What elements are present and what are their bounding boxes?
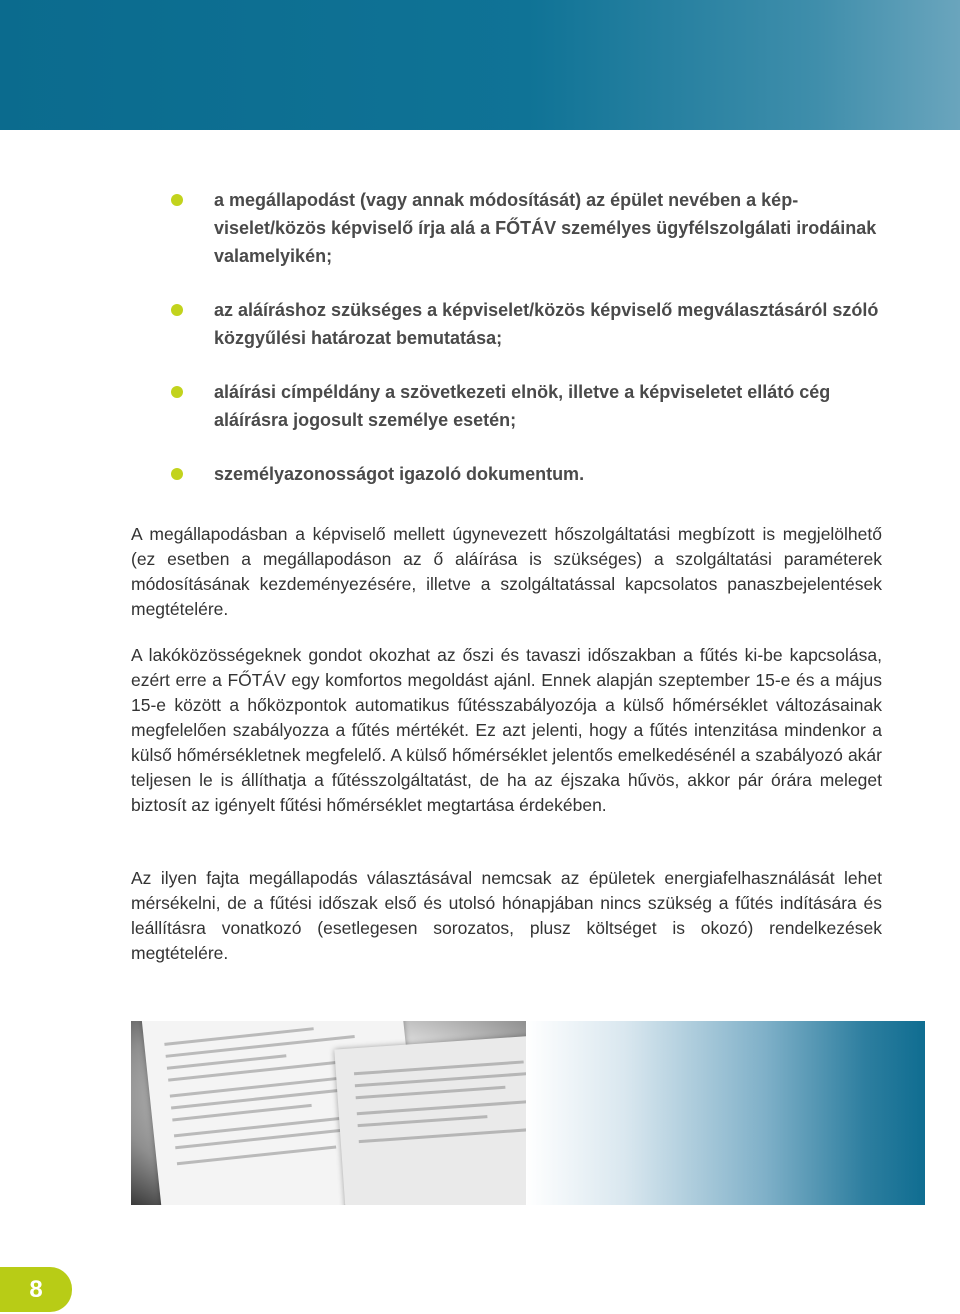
list-item-text: személyazonosságot igazoló dokumentum. bbox=[214, 464, 585, 484]
page-number: 8 bbox=[0, 1267, 72, 1312]
paragraph-representative: A megállapodásban a képviselő mellett úgynevezett hőszolgáltatási megbízott is megjelölhető (ez esetben a megállapodáson az ő aláírása is szükséges) a szolgáltatási paraméterek módosításának kezdeményezésére, illetve a szolgáltatással kapcsolatos panaszbejelentések megtételére. bbox=[131, 524, 882, 619]
top-banner bbox=[0, 0, 960, 130]
list-item-text: aláírási címpéldány a szövetkezeti elnök, illetve a képviseletet ellátó cég aláírásra jogosult személye esetén; bbox=[214, 382, 831, 430]
bullet-dot-icon bbox=[171, 468, 183, 480]
list-item-text: az aláíráshoz szükséges a képviselet/közös képviselő megválasztásáról szóló közgyűlési határozat bemutatása; bbox=[214, 300, 879, 348]
paragraph-energy-saving: Az ilyen fajta megállapodás választásával nemcsak az épületek energiafelhasználását lehet mérsékelni, de a fűtési időszak első és utolsó hónapjában nincs szükség a fűtés indítására és leállításra vonatkozó (esetlegesen sorozatos, plusz költséget is okozó) rendelkezések megtételére. bbox=[131, 868, 882, 963]
bullet-dot-icon bbox=[171, 304, 183, 316]
list-item bbox=[168, 460, 888, 488]
list-item bbox=[168, 296, 888, 352]
documents-photo bbox=[131, 1021, 526, 1205]
list-item bbox=[168, 186, 888, 270]
decorative-gradient-band bbox=[526, 1021, 925, 1205]
list-item bbox=[168, 378, 888, 434]
bullet-dot-icon bbox=[171, 386, 183, 398]
document-sheet bbox=[334, 1033, 526, 1205]
requirements-list bbox=[168, 186, 888, 514]
paragraph-heating-control: A lakóközösségeknek gondot okozhat az őszi és tavaszi időszakban a fűtés ki-be kapcsolása, ezért erre a FŐTÁV egy komfortos megoldást ajánl. Ennek alapján szeptember 15-e és a május 15-e között a hőközpontok automatikus fűtésszabályozója a külső hőmérséklet változásainak megfelelően szabályozza a fűtés mértékét. Ez azt jelenti, hogy a fűtés intenzitása mindenkor a külső hőmérsékletnek megfelelő. A külső hőmérséklet jelentős emelkedésénél a szabályozó akár teljesen le is állíthatja a fűtésszolgáltatást, de ha az éjszaka hűvös, akkor pár órára meleget biztosít az igényelt fűtési hőmérséklet megtartása érdekében. bbox=[131, 645, 882, 815]
bullet-dot-icon bbox=[171, 194, 183, 206]
list-item-text: a megállapodást (vagy annak módosítását) az épület nevében a képviselet/közös képviselő írja alá a FŐTÁV személyes ügyfélszolgálati irodáinak valamelyikén; bbox=[214, 190, 877, 266]
